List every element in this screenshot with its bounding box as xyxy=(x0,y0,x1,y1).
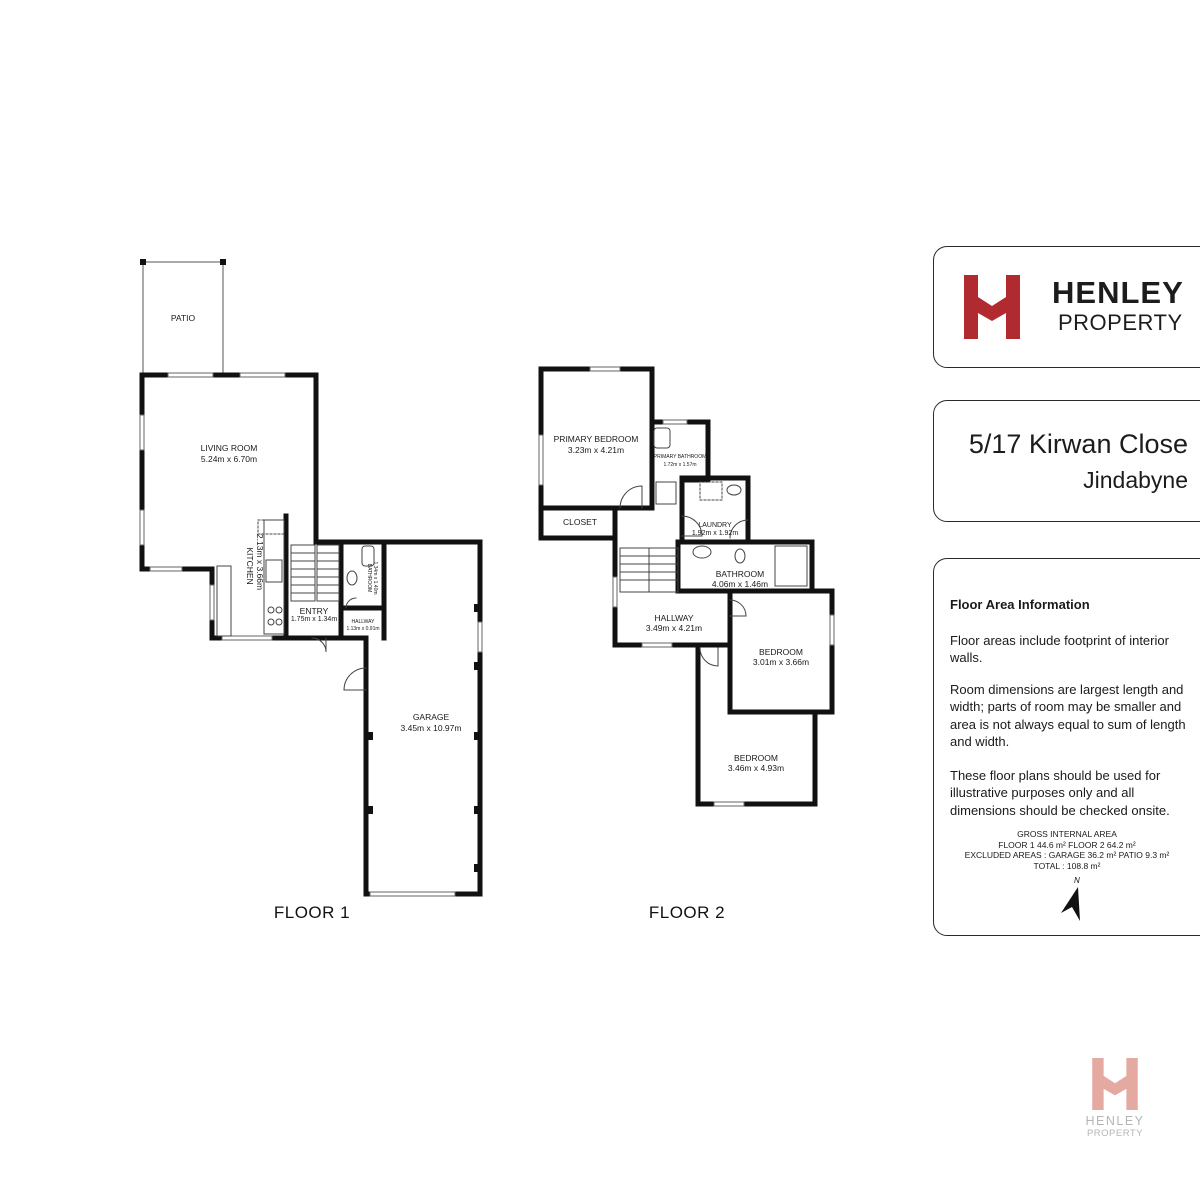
north-label: N xyxy=(1074,876,1080,885)
gross-area-floors: FLOOR 1 44.6 m² FLOOR 2 64.2 m² xyxy=(998,839,1136,850)
gross-area-heading: GROSS INTERNAL AREA xyxy=(1017,829,1117,839)
henley-watermark-logo-icon xyxy=(1092,1058,1138,1110)
room-dims: 3.23m x 4.21m xyxy=(567,445,625,455)
room-dims: 3.46m x 4.93m xyxy=(727,763,785,773)
room-name: GARAGE xyxy=(412,712,450,722)
room-name: ENTRY xyxy=(299,606,329,616)
north-arrow-icon xyxy=(1056,875,1086,925)
room-dims: 1.13m x 0.91m xyxy=(346,626,380,632)
room-name: BATHROOM xyxy=(715,569,765,579)
street-address: 5/17 Kirwan Close xyxy=(968,429,1188,459)
room-dims: 1.34m x 1.40m xyxy=(372,561,378,595)
suburb: Jindabyne xyxy=(1083,467,1188,493)
info-paragraph: Room dimensions are largest length and width; parts of room may be smaller and area is not always equal to sum of length and width. xyxy=(950,682,1186,749)
room-dims: 5.24m x 6.70m xyxy=(200,454,258,464)
room-dims: 4.06m x 1.46m xyxy=(711,579,769,589)
info-paragraph: Floor areas include footprint of interior walls. xyxy=(950,633,1169,666)
floor-area-info-card xyxy=(933,558,1200,936)
henley-watermark xyxy=(1075,1058,1155,1139)
info-paragraph: These floor plans should be used for illustrative purposes only and all dimensions should be checked onsite. xyxy=(950,768,1170,818)
room-name: PATIO xyxy=(170,313,196,323)
room-name: BEDROOM xyxy=(734,753,778,763)
brand-card xyxy=(933,246,1200,368)
room-name: BATHROOM xyxy=(366,563,372,593)
henley-h-logo-icon xyxy=(964,275,1020,339)
floor-1-plan xyxy=(140,259,482,896)
room-name: HALLWAY xyxy=(351,619,375,625)
total-area: TOTAL : 108.8 m² xyxy=(1033,860,1101,871)
room-dims: 1.72m x 1.57m xyxy=(663,462,697,468)
excluded-areas: EXCLUDED AREAS : GARAGE 36.2 m² PATIO 9.3 m² xyxy=(964,850,1170,860)
info-title: Floor Area Information xyxy=(950,597,1090,612)
brand-subname: PROPERTY xyxy=(1058,310,1183,335)
watermark-name: HENLEY xyxy=(1085,1114,1145,1128)
room-name: KITCHEN xyxy=(245,547,255,585)
floor-1-label: FLOOR 1 xyxy=(273,903,351,922)
floor-2-plan xyxy=(539,367,834,806)
room-name: CLOSET xyxy=(562,517,598,527)
floor-1-walls xyxy=(142,375,480,894)
room-name: PRIMARY BATHROOM xyxy=(653,454,707,460)
room-dims: 3.45m x 10.97m xyxy=(400,723,462,733)
floor-1-windows xyxy=(140,373,482,896)
watermark-subname: PROPERTY xyxy=(1086,1128,1144,1139)
room-dims: 3.49m x 4.21m xyxy=(645,623,703,633)
room-name: LIVING ROOM xyxy=(200,443,258,453)
floor-2-label: FLOOR 2 xyxy=(648,903,726,922)
floor-1-stairs xyxy=(291,545,339,601)
room-dims: 1.75m x 1.34m xyxy=(290,616,338,623)
room-dims: 3.01m x 3.66m xyxy=(752,657,810,667)
room-name: PRIMARY BEDROOM xyxy=(553,434,639,444)
room-dims: 2.13m x 3.66m xyxy=(255,533,265,591)
brand-name: HENLEY xyxy=(1052,275,1184,310)
address-card xyxy=(933,400,1200,522)
room-name: HALLWAY xyxy=(654,613,694,623)
room-name: BEDROOM xyxy=(759,647,803,657)
room-name: LAUNDRY xyxy=(698,522,732,529)
room-dims: 1.92m x 1.92m xyxy=(691,530,739,537)
